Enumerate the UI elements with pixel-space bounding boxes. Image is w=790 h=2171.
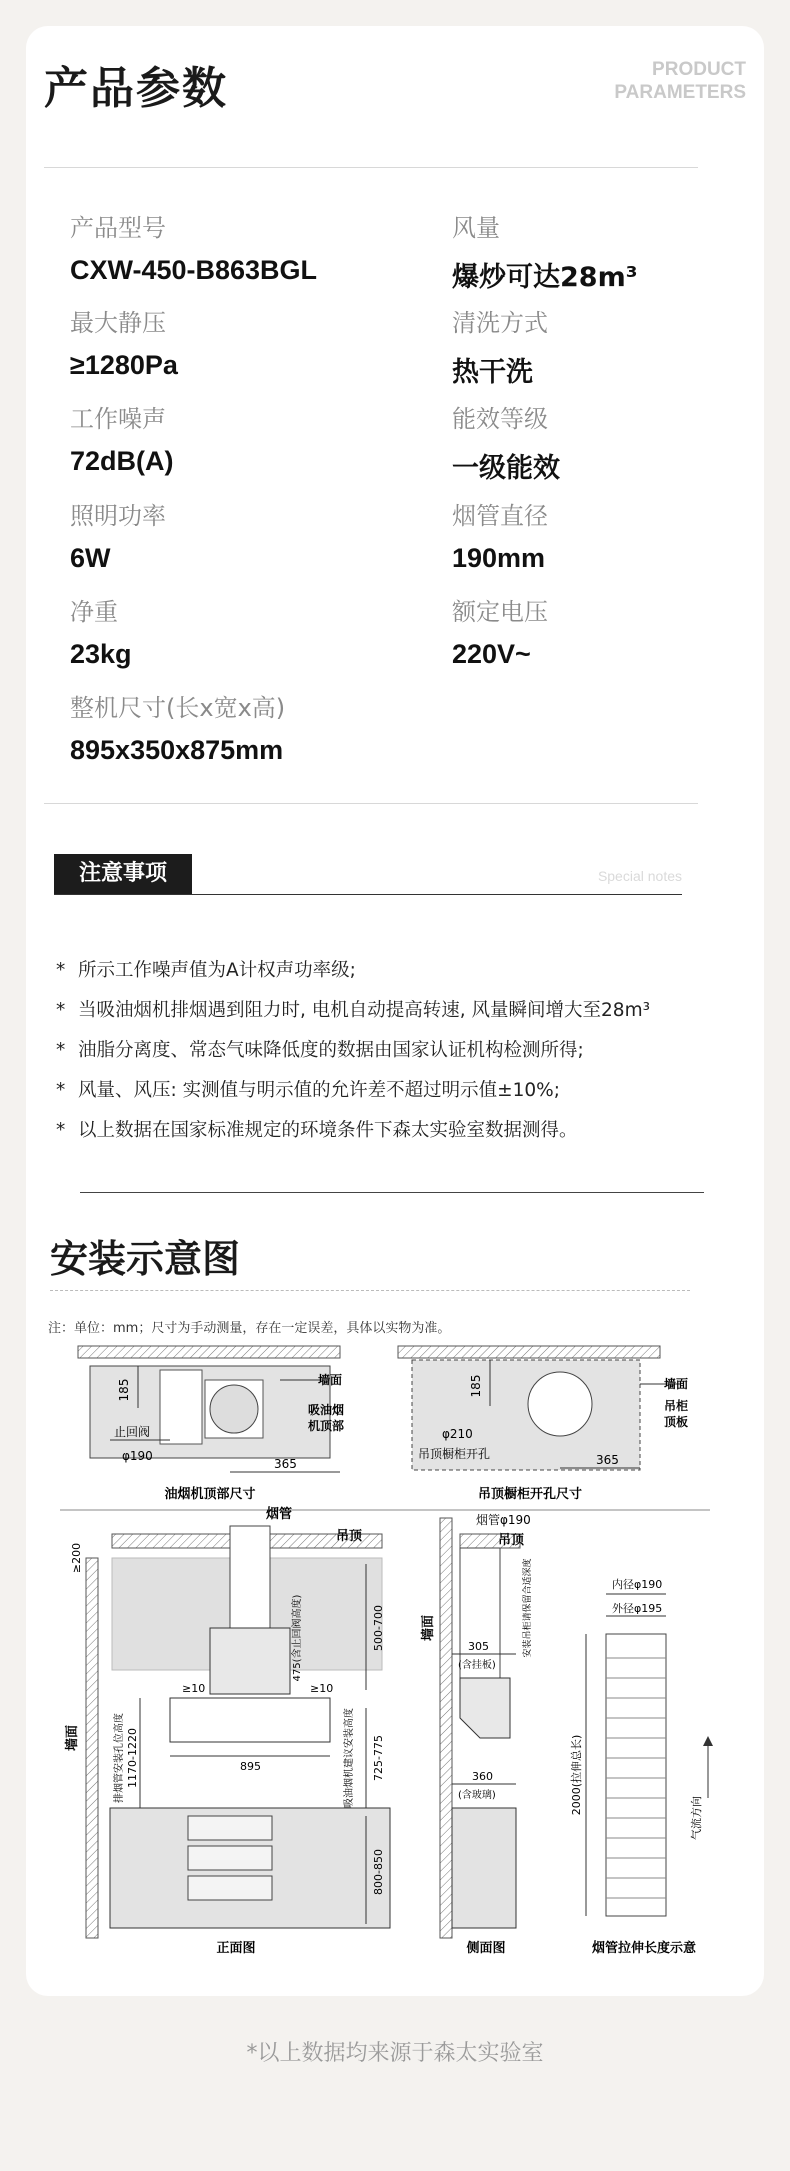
note-bullet: * (56, 1000, 66, 1021)
ceil-hole-label: 吊顶橱柜开孔 (418, 1447, 491, 1461)
front-d500: 500-700 (372, 1605, 385, 1651)
top-view (78, 1346, 344, 1502)
ceiling-view (398, 1346, 688, 1502)
spec-value: 220V~ (452, 639, 531, 669)
install-diagram (40, 1338, 720, 1962)
note-text: 风量、风压: 实测值与明示值的允许差不超过明示值±10%; (78, 1080, 560, 1101)
front-drawer (188, 1846, 272, 1870)
spec-value: 895x350x875mm (70, 735, 284, 765)
side-d305: 305 (468, 1640, 489, 1653)
spec-label: 烟管直径 (452, 502, 548, 530)
side-dist-label: 安装吊柜请保留合适深度 (523, 1558, 533, 1658)
spec-label: 工作噪声 (70, 405, 166, 433)
ceiling-view-caption: 吊顶橱柜开孔尺寸 (477, 1487, 583, 1502)
side-ceiling-label: 吊顶 (498, 1533, 525, 1548)
spec-value: 热干洗 (452, 357, 533, 388)
notes-tag: Special notes (597, 868, 682, 884)
front-d10a: ≥10 (182, 1682, 206, 1695)
install-dashed-rule (50, 1290, 690, 1291)
notes-list (56, 958, 706, 1158)
top-label-2: 机顶部 (308, 1419, 345, 1433)
top-label-1: 吸油烟 (308, 1403, 345, 1417)
front-d200: ≥200 (70, 1542, 83, 1574)
tube-length: 2000(拉伸总长) (570, 1734, 583, 1816)
side-view-caption: 侧面图 (466, 1941, 506, 1956)
params-title: 产品参数 (44, 63, 228, 114)
airflow-arrow-head (703, 1736, 713, 1746)
ceil-dim-185: 185 (469, 1374, 483, 1398)
footer-note: *以上数据均来源于森太实验室 (246, 2041, 544, 2066)
spec-model (70, 208, 317, 286)
front-d10b: ≥10 (310, 1682, 334, 1695)
side-hood-note: (含玻璃) (458, 1790, 496, 1801)
spec-label: 能效等级 (452, 405, 548, 433)
top-view-pipe-icon (210, 1385, 258, 1433)
front-exhaust-label: 排烟管安装孔位高度 (114, 1713, 125, 1803)
spec-value: CXW-450-B863BGL (70, 255, 318, 285)
side-hang: (含挂板) (458, 1660, 496, 1671)
spec-value: 6W (70, 543, 111, 573)
spec-efficiency (452, 399, 560, 485)
spec-label: 风量 (452, 214, 500, 242)
spec-label: 照明功率 (70, 502, 166, 530)
side-pipe-label: 烟管φ190 (476, 1513, 531, 1527)
install-title: 安装示意图 (50, 1237, 241, 1281)
tube-view-caption: 烟管拉伸长度示意 (591, 1941, 697, 1956)
spec-value: 190mm (452, 543, 546, 573)
front-wall (86, 1558, 98, 1938)
params-top-divider (44, 167, 698, 168)
ceiling-view-ceiling (398, 1346, 660, 1358)
note-bullet: * (56, 1120, 66, 1141)
top-pipe-dia: φ190 (122, 1449, 153, 1463)
install-diagram-svg (40, 1338, 720, 1958)
spec-noise (70, 399, 174, 477)
side-view (420, 1512, 533, 1956)
params-tag-line1: PRODUCT (652, 59, 746, 80)
spec-light-power (70, 496, 166, 574)
front-install-label: 吸油烟机建议安装高度 (344, 1708, 355, 1808)
ceil-cab-1: 吊柜 (664, 1399, 689, 1413)
spec-label: 清洗方式 (452, 309, 548, 337)
front-view (64, 1506, 390, 1956)
spec-value: 72dB(A) (70, 446, 174, 476)
tube-airflow: 气流方向 (690, 1796, 703, 1840)
spec-static-pressure (70, 303, 178, 381)
spec-dimensions (70, 688, 285, 766)
spec-label: 产品型号 (70, 214, 166, 242)
params-tag-line2: PARAMETERS (614, 82, 746, 103)
note-item (56, 958, 706, 998)
spec-label: 额定电压 (452, 598, 548, 626)
notes-divider (80, 1192, 704, 1193)
note-bullet: * (56, 1040, 66, 1061)
front-d475: 475(含止回阀高度) (292, 1594, 303, 1682)
front-drawer (188, 1876, 272, 1900)
side-wall (440, 1518, 452, 1938)
note-text: 当吸油烟机排烟遇到阻力时, 电机自动提高转速, 风量瞬间增大至28m³ (78, 1000, 651, 1021)
note-item (56, 998, 706, 1038)
ceil-cab-2: 顶板 (664, 1415, 689, 1429)
front-d895: 895 (240, 1760, 261, 1773)
spec-label: 最大静压 (70, 309, 166, 337)
side-wall-label: 墙面 (421, 1614, 436, 1642)
spec-weight (70, 592, 132, 670)
front-drawer (188, 1816, 272, 1840)
front-ceiling-label: 吊顶 (336, 1529, 363, 1544)
ceil-dim-365: 365 (596, 1453, 619, 1467)
front-d1170: 1170-1220 (126, 1728, 139, 1788)
note-item (56, 1118, 706, 1158)
top-check-valve: 止回阀 (114, 1425, 151, 1439)
spec-voltage (452, 592, 548, 670)
top-dim-365: 365 (274, 1457, 297, 1471)
front-hood-top (210, 1628, 290, 1694)
ceil-hole: φ210 (442, 1427, 473, 1441)
notes-title: 注意事项 (54, 854, 192, 894)
note-text: 所示工作噪声值为A计权声功率级; (78, 960, 356, 981)
note-text: 油脂分离度、常态气味降低度的数据由国家认证机构检测所得; (78, 1040, 584, 1061)
note-text: 以上数据在国家标准规定的环境条件下森太实验室数据测得。 (78, 1120, 578, 1141)
spec-label: 净重 (70, 598, 118, 626)
note-bullet: * (56, 960, 66, 981)
spec-cleaning (452, 303, 548, 389)
front-view-caption: 正面图 (216, 1941, 256, 1956)
note-bullet: * (56, 1080, 66, 1101)
side-d360: 360 (472, 1770, 493, 1783)
spec-value: 一级能效 (452, 453, 560, 484)
top-view-caption: 油烟机顶部尺寸 (164, 1487, 256, 1502)
spec-pipe-diameter (452, 496, 548, 574)
params-bottom-divider (44, 803, 698, 804)
front-pipe-label: 烟管 (266, 1507, 293, 1522)
install-note: 注：单位：mm；尺寸为手动测量，存在一定误差，具体以实物为准。 (48, 1321, 451, 1336)
front-d725: 725-775 (372, 1735, 385, 1781)
notes-header (54, 854, 682, 895)
spec-label: 整机尺寸(长x宽x高) (70, 694, 286, 722)
front-d800: 800-850 (372, 1849, 385, 1895)
note-item (56, 1038, 706, 1078)
spec-value: 23kg (70, 639, 132, 669)
side-hood (460, 1678, 510, 1738)
spec-value: ≥1280Pa (70, 350, 178, 380)
front-wall-label: 墙面 (65, 1724, 80, 1752)
side-pipe (460, 1548, 500, 1678)
front-hood-body (170, 1698, 330, 1742)
tube-view (569, 1577, 713, 1956)
params-tag (614, 58, 746, 104)
note-item (56, 1078, 706, 1118)
ceiling-view-hole (528, 1372, 592, 1436)
spec-value: 爆炒可达28m³ (452, 262, 638, 293)
side-base-cabinet (452, 1808, 516, 1928)
top-view-ceiling (78, 1346, 340, 1358)
top-view-motor (160, 1370, 202, 1444)
tube-outer: 外径φ195 (612, 1602, 663, 1615)
tube-inner: 内径φ190 (612, 1578, 663, 1591)
tube-body (606, 1634, 666, 1916)
spec-airflow (452, 208, 638, 294)
ceil-wall: 墙面 (664, 1377, 689, 1391)
top-wall: 墙面 (318, 1373, 343, 1387)
top-dim-185: 185 (117, 1378, 131, 1402)
